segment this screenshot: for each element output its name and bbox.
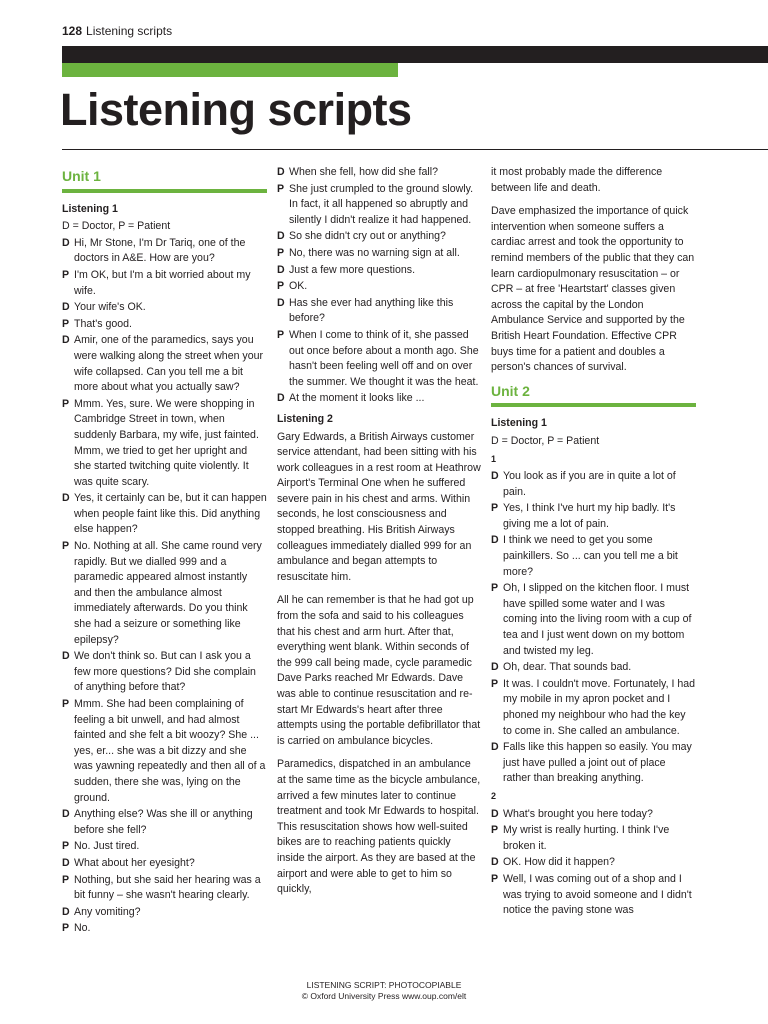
turn-text: It was. I couldn't move. Fortunately, I had my mobile in my apron pocket and I phoned my neighbour who had the key to come in. She called an ambulance. [503,677,696,737]
running-header [62,24,172,38]
dialogue-turn [491,501,696,532]
turn-text: Falls like this happen so easily. You may just have pulled a joint out of place rather than breaking anything. [503,741,692,785]
turn-text: Your wife's OK. [74,301,146,314]
speaker-label: D [62,650,70,663]
unit-2-rule [491,403,696,407]
speaker-label: P [62,840,70,853]
turn-text: I think we need to get you some painkillers. So ... can you tell me a bit more? [503,534,678,578]
speaker-label: P [62,540,70,553]
unit-1-heading: Unit 1 [62,168,101,184]
page-title: Listening scripts [60,84,412,135]
speaker-label: P [491,824,499,837]
speaker-label: D [491,661,499,674]
turn-text: No, there was no warning sign at all. [289,246,460,259]
turn-text: Oh, dear. That sounds bad. [503,661,632,674]
footer-photocopiable: LISTENING SCRIPT: PHOTOCOPIABLE [306,980,462,990]
dialogue-turn [491,533,696,580]
dialogue-turn [62,236,267,267]
turn-text: We don't think so. But can I ask you a few more questions? Did she complain of anything before that? [74,650,256,694]
turn-text: What about her eyesight? [74,856,195,869]
dialogue-turn [277,229,481,245]
turn-text: When she fell, how did she fall? [289,166,438,178]
dialogue-turn [491,872,696,919]
turn-text: Mmm. Yes, sure. We were shopping in Cambridge Street in town, when suddenly Barbara, my wife, just fainted. Mmm, we tried to get her upright and she started twitching quite violently. It was quite scary. [74,397,259,488]
turn-text: What's brought you here today? [503,807,653,820]
dialogue-turn [277,182,481,229]
dialogue [491,807,696,919]
speaker-label: D [62,334,70,347]
dialogue-turn [62,807,267,838]
speaker-label: D [491,470,499,483]
dialogue-turn [277,391,481,407]
paragraph: it most probably made the difference between life and death. [491,166,663,194]
dialogue [62,236,267,937]
header-green-bar [62,63,398,77]
speaker-label: D [491,856,499,869]
dialogue-turn [62,839,267,855]
speaker-label: P [277,182,285,195]
dialogue-turn [491,660,696,676]
dialogue-turn [62,317,267,333]
turn-text: Oh, I slipped on the kitchen floor. I must have spilled some water and I was coming into the living room with a cup of tea and I just went down on my bottom and twisted my leg. [503,582,692,657]
speaker-label: D [277,166,285,178]
speaker-label: D [491,741,499,754]
speaker-key: D = Doctor, P = Patient [62,220,171,233]
dialogue-turn [491,469,696,500]
dialogue-turn [277,279,481,295]
turn-text: So she didn't cry out or anything? [289,230,446,243]
unit-2-heading: Unit 2 [491,382,530,399]
speaker-label: P [491,677,499,690]
dialogue-turn [62,539,267,648]
turn-text: Yes, I think I've hurt my hip badly. It's giving me a lot of pain. [503,502,676,530]
dialogue-turn [62,649,267,696]
speaker-label: P [62,268,70,281]
dialogue-turn [62,697,267,806]
speaker-label: D [62,856,70,869]
turn-text: Amir, one of the paramedics, says you were walking along the street when your wife collapsed. Can you tell me a bit more about what you actually saw? [74,334,264,394]
paragraph: Gary Edwards, a British Airways customer service attendant, had been sitting with his work colleagues in a rest room at Heathrow Airport's Terminal One when he suffered severe pain in his chest and arms. Within seconds, he lost consciousness and stopped breathing. His British Airways colleagues immediately dialled 999 for an ambulance and began attempts to resuscitate him. [277,430,481,583]
turn-text: No. Nothing at all. She came round very rapidly. But we dialled 999 and a paramedic appeared almost instantly and then the ambulance almost immediately afterwards. Do you think she had a seizure or something like epilepsy? [74,540,262,646]
turn-text: My wrist is really hurting. I think I've broken it. [503,824,670,852]
dialogue-turn [491,823,696,854]
dialogue-turn [277,328,481,390]
turn-text: I'm OK, but I'm a bit worried about my wife. [74,268,251,297]
speaker-label: D [62,905,70,918]
dialogue-turn [277,263,481,279]
turn-text: No. Just tired. [74,840,140,853]
dialogue-turn [491,677,696,739]
header-black-bar [62,46,768,63]
turn-text: No. [74,922,91,935]
speaker-label: D [277,296,285,309]
turn-text: Just a few more questions. [289,263,416,276]
turn-text: Mmm. She had been complaining of feeling a bit unwell, and had almost fainted and she felt a bit woozy? She ... yes, er... she was a bit dizzy and she was yawning repeatedly and then all of a sudden, there she was, lying on the ground. [74,698,266,804]
speaker-key: D = Doctor, P = Patient [491,434,600,447]
speaker-label: D [62,808,70,821]
turn-text: When I come to think of it, she passed out once before about a month ago. She hasn't been feeling well off and on over the summer. We thought it was the heat. [289,328,479,388]
speaker-label: D [277,230,285,243]
dialogue-number: 2 [491,790,497,801]
turn-text: You look as if you are in quite a lot of pain. [503,470,676,498]
speaker-label: D [277,263,285,276]
speaker-label: P [62,873,70,886]
dialogue-turn [62,397,267,491]
speaker-label: P [491,502,499,515]
speaker-label: P [277,280,285,293]
dialogue-turn [62,856,267,872]
speaker-label: D [62,301,70,314]
speaker-label: P [62,922,70,935]
turn-text: At the moment it looks like ... [289,392,425,405]
dialogue-turn [62,921,267,937]
footer-copyright: © Oxford University Press www.oup.com/elt [301,991,467,1001]
dialogue-turn [491,581,696,659]
paragraph: All he can remember is that he had got up from the sofa and said to his colleagues that his chest and arm hurt. After that, everything went blank. Within seconds of the 999 call being made, cycle paramedic Dave Parks reached Mr Edwards. Dave was able to continue resuscitation and re-start Mr Edwards's heart after three attempts using the portable defibrillator that is carried on ambulance bicycles. [277,594,481,747]
dialogue-turn [62,268,267,299]
paragraph: Dave emphasized the importance of quick intervention when someone suffers a cardiac arrest and took the opportunity to remind members of the public that they can learn cardiopulmonary resuscitation – or CPR – at free 'Heartstart' classes given across the capital by the London Ambulance Service and supported by the British Heart Foundation. Effective CPR buys time for a patient and doubles a person's chances of survival. [491,205,695,374]
dialogue-turn [62,333,267,395]
dialogue-turn [62,491,267,538]
speaker-label: P [491,872,499,885]
dialogue-turn [277,165,481,181]
speaker-label: P [62,397,70,410]
turn-text: Has she ever had anything like this before? [289,296,454,325]
turn-text: Any vomiting? [74,905,141,918]
speaker-label: P [277,328,285,341]
listening-2-heading: Listening 2 [277,412,333,425]
dialogue-number: 1 [491,453,497,464]
speaker-label: D [491,807,499,820]
turn-text: OK. How did it happen? [503,856,615,869]
paragraph: Paramedics, dispatched in an ambulance at the same time as the bicycle ambulance, arrived a few minutes later to continue treatment and took Mr Edwards to hospital. This resuscitation shows how well-suited bikes are to reaching patients quickly inside the airport. As they are based at the airport and were able to get to him so quickly, [277,758,481,896]
listening-1-heading: Listening 1 [491,417,547,430]
speaker-label: P [62,317,70,330]
speaker-label: P [491,582,499,595]
turn-text: Yes, it certainly can be, but it can happen when people faint like this. Did anything else happen? [74,492,267,536]
column-1 [62,165,267,938]
speaker-label: D [491,534,499,547]
dialogue-turn [491,740,696,787]
turn-text: Anything else? Was she ill or anything before she fell? [74,808,253,836]
column-3 [491,165,696,920]
dialogue-turn [62,300,267,316]
running-header-section: Listening scripts [86,24,173,38]
speaker-label: D [62,492,70,505]
dialogue [491,469,696,787]
page-number: 128 [62,24,83,38]
unit-1-rule [62,189,267,193]
speaker-label: D [277,392,285,405]
dialogue-turn [62,905,267,921]
speaker-label: P [277,246,285,259]
turn-text: Hi, Mr Stone, I'm Dr Tariq, one of the doctors in A&E. How are you? [74,236,246,265]
turn-text: Well, I was coming out of a shop and I was trying to avoid someone and I didn't notice the paving stone was [503,872,692,917]
listening-1-heading: Listening 1 [62,202,118,215]
column-2 [277,165,481,906]
turn-text: She just crumpled to the ground slowly. In fact, it all happened so abruptly and silently I didn't realize it had happened. [289,182,474,226]
speaker-label: P [62,698,70,710]
turn-text: Nothing, but she said her hearing was a bit funny – she wasn't hearing clearly. [74,873,261,902]
dialogue-turn [62,873,267,904]
dialogue-turn [277,246,481,262]
dialogue-turn [491,855,696,871]
dialogue-turn [277,296,481,327]
turn-text: That's good. [74,317,132,330]
title-rule [62,149,768,150]
turn-text: OK. [289,280,308,293]
dialogue [277,165,481,407]
dialogue-turn [491,807,696,823]
speaker-label: D [62,236,70,249]
